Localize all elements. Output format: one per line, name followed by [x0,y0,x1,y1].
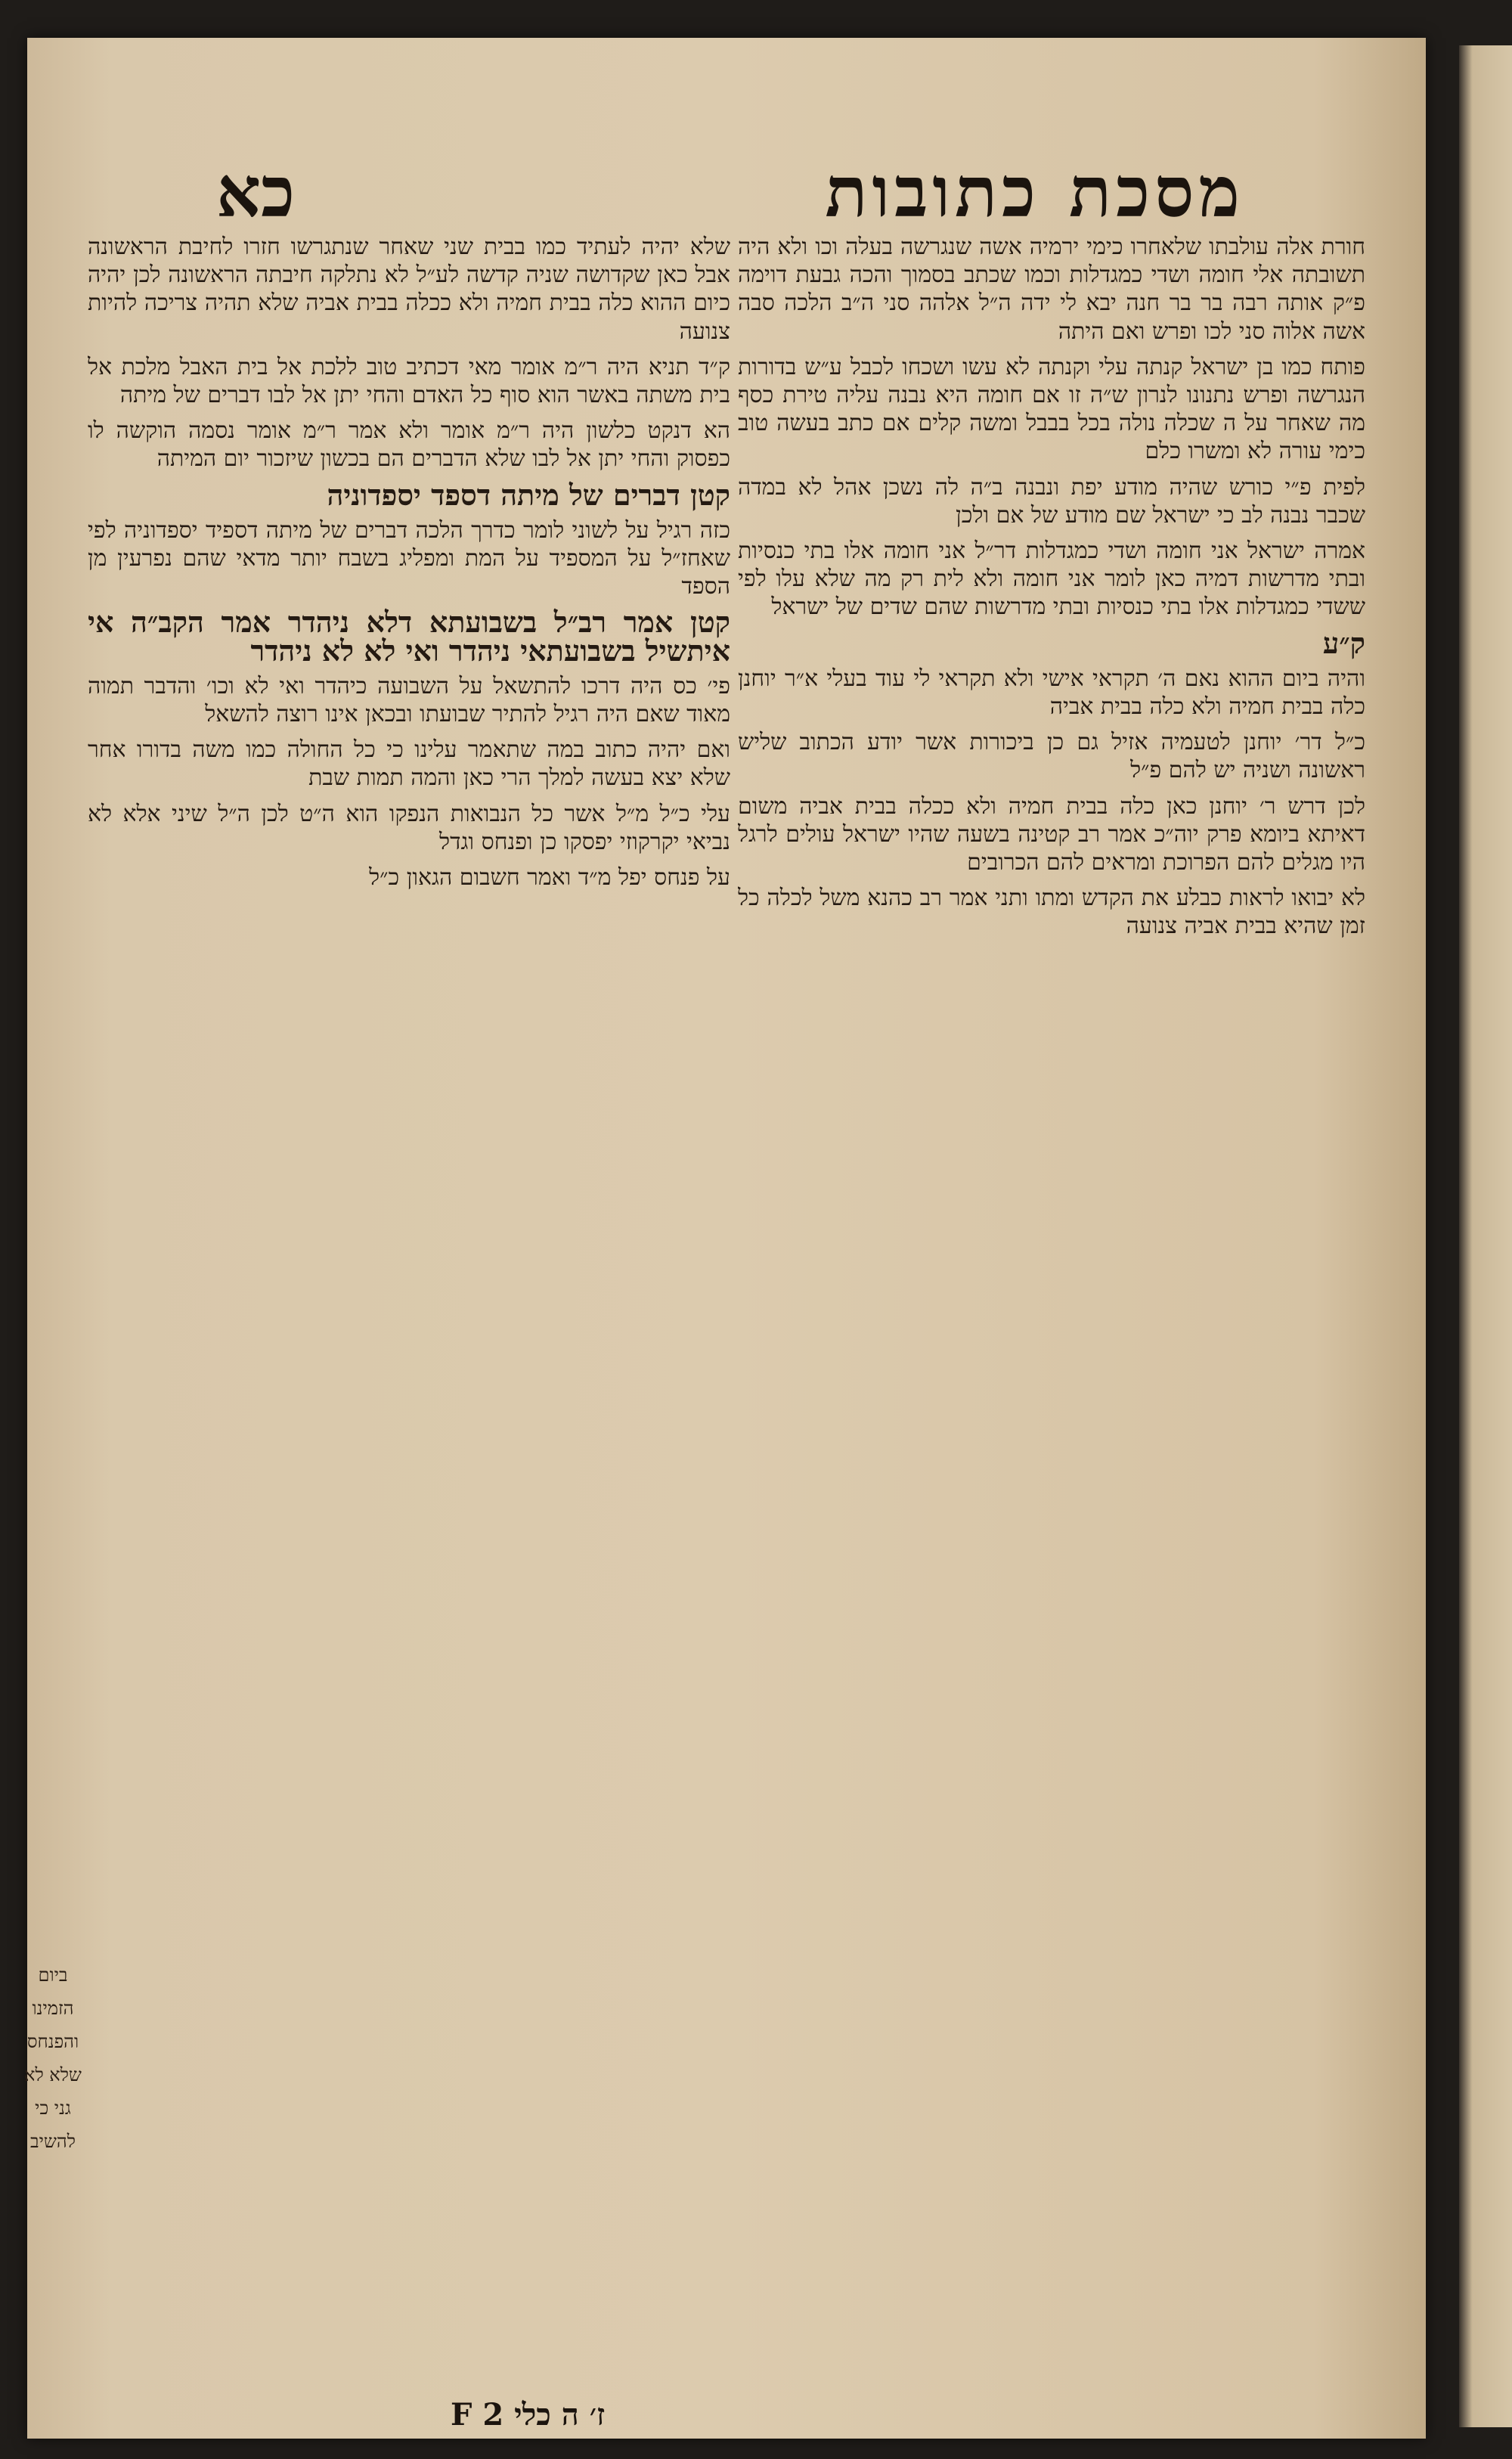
left-column [88,233,730,2411]
right-lower-paragraph-4: לא יבואו לראות כבלע את הקדש ומתו ותני אמר רב כהנא משל לכלה כל זמן שהיא בבית אביה צנועה [738,885,1365,940]
running-title: מסכת כתובות [825,151,1244,233]
page-header [201,151,1244,234]
left-paragraph-3: הא דנקט כלשון היה ר״מ אומר ולא אמר ר״מ אומר נסמה הוקשה לו כפסוק והחי יתן אל לבו שלא הדברים הם בכשון שיזכור יום המיתה [88,417,730,473]
right-paragraph-1: חורת אלה עולבתו שלאחרו כימי ירמיה אשה שנגרשה בעלה וכו ולא היה תשובתה אלי חומה ושדי כמגדלות וכמו שכתב בסמוך והכה גבעת דוימה פ״ק אותה רבה בר בר חנה יבא לי ידה ה״ל אלהה סני ה״ב הלכה סבה אשה אלוה סני לכו ופרש ואם היתה [738,234,1365,345]
adjacent-page-edge [1459,45,1512,2427]
left-paragraph-1: שלא יהיה לעתיד כמו בבית שני שאחר שנתגרשו חזרו לחיבת הראשונה אבל כאן שקדושה שניה קדשה לע״ל לא נתלקה חיבתה הראשונה לכן יהיה כיום ההוא כלה בבית חמיה ולא ככלה בבית אביה שלא תהיה צריכה להיות צנועה [88,234,730,345]
left-paragraph-10: על פנחס יפל מ״ד ואמר חשבום הגאון כ״ל [369,864,730,892]
left-paragraph-5: כזה רגיל על לשוני לומר כדרך הלכה דברים של מיתה דספיד יספדוניה לפי שאחז״ל על המספיד על המת ומפליג בשבח יותר מדאי שהם נפרעין מן הספד [88,516,730,600]
left-paragraph-4: קטן דברים של מיתה דספד יספדוניה [327,477,730,512]
right-lower-paragraph-2: כ״ל דר׳ יוחנן לטעמיה אזיל גם כן ביכורות אשר יודע הכתוב שליש ראשונה ושניה יש להם פ״ל [738,729,1365,784]
left-paragraph-2: ק״ד תניא היה ר״מ אומר מאי דכתיב טוב ללכת אל בית האבל מלכת אל בית משתה באשר הוא סוף כל האדם והחי יתן אל לבו דברים של מיתה [88,353,730,409]
column-gutter [768,233,773,2411]
right-paragraph-4: אמרה ישראל אני חומה ושדי כמגדלות דר״ל אני חומה אלו בתי כנסיות ובתי מדרשות דמיה כאן לומר אני חומה ולא לית רק מה שלא עלו לפי ששדי כמגדלות אלו בתי כנסיות ובתי מדרשות שהם שדים של ישראל [738,538,1365,621]
margin-side-note: ביום הזמינו והפנחס שלא לא גני כי להשיב [24,1964,82,2152]
left-paragraph-6: קטן אמר רב״ל בשבועתא דלא ניהדר אמר הקב״ה אי איתשיל בשבועתאי ניהדר ואי לא לא ניהדר [88,605,730,668]
right-column [738,233,1365,2411]
right-lower-heading: ק״ע [1322,625,1365,660]
right-lower-paragraph-3: לכן דרש ר׳ יוחנן כאן כלה בבית חמיה ולא ככלה בבית אביה משום דאיתא ביומא פרק יוה״כ אמר רב קטינה בשעה שהיו ישראל עולים לרגל היו מגלים להם הפרוכת ומראים להם הכרובים [738,792,1365,876]
right-paragraph-3: לפית פ״י כורש שהיה מודע יפת ונבנה ב״ה לה נשכן אהל לא במדה שכבר נבנה לב כי ישראל שם מודע של אם ולכן [738,473,1365,529]
left-paragraph-8: ואם יהיה כתוב במה שתאמר עלינו כי כל החולה כמו משה בדורו אחר שלא יצא בעשה למלך הרי כאן והמה תמות שבת [88,736,730,792]
right-paragraph-2: פותח כמו בן ישראל קנתה עלי וקנתה לא עשו ושכחו לכבל ע״ש בדורות הנגרשה ופרש נתנונו לנרון ש״ה זו אם חומה היא נבנה עליה טירת כסף מה שאחר על ה שכלה נולה בכל בבבל ומשה קלים אם כתב בעשה טוב כימי עורה לא ומשרו כלם [738,353,1365,465]
catchword-signature: F 2 ז׳ ה כלי [451,2397,606,2433]
left-paragraph-7: פי׳ כס היה דרכו להתשאל על השבועה כיהדר ואי לא וכו׳ והדבר תמוה מאוד שאם היה רגיל להתיר שבועתו ובכאן אינו רוצה להשאל [88,672,730,728]
book-page [24,38,1426,2439]
right-lower-paragraph-1: והיה ביום ההוא נאם ה׳ תקראי אישי ולא תקראי לי עוד בעלי א״ר יוחנן כלה בבית חמיה ולא כלה בבית אביה [738,665,1365,721]
folio-number: כא [216,151,296,233]
left-paragraph-9: עלי כ״ל מ״ל אשר כל הנבואות הנפקו הוא ה״ט לכן ה״ל שיני אלא לא נביאי יקרקוזי יפסקו כן ופנחס וגדל [88,800,730,855]
